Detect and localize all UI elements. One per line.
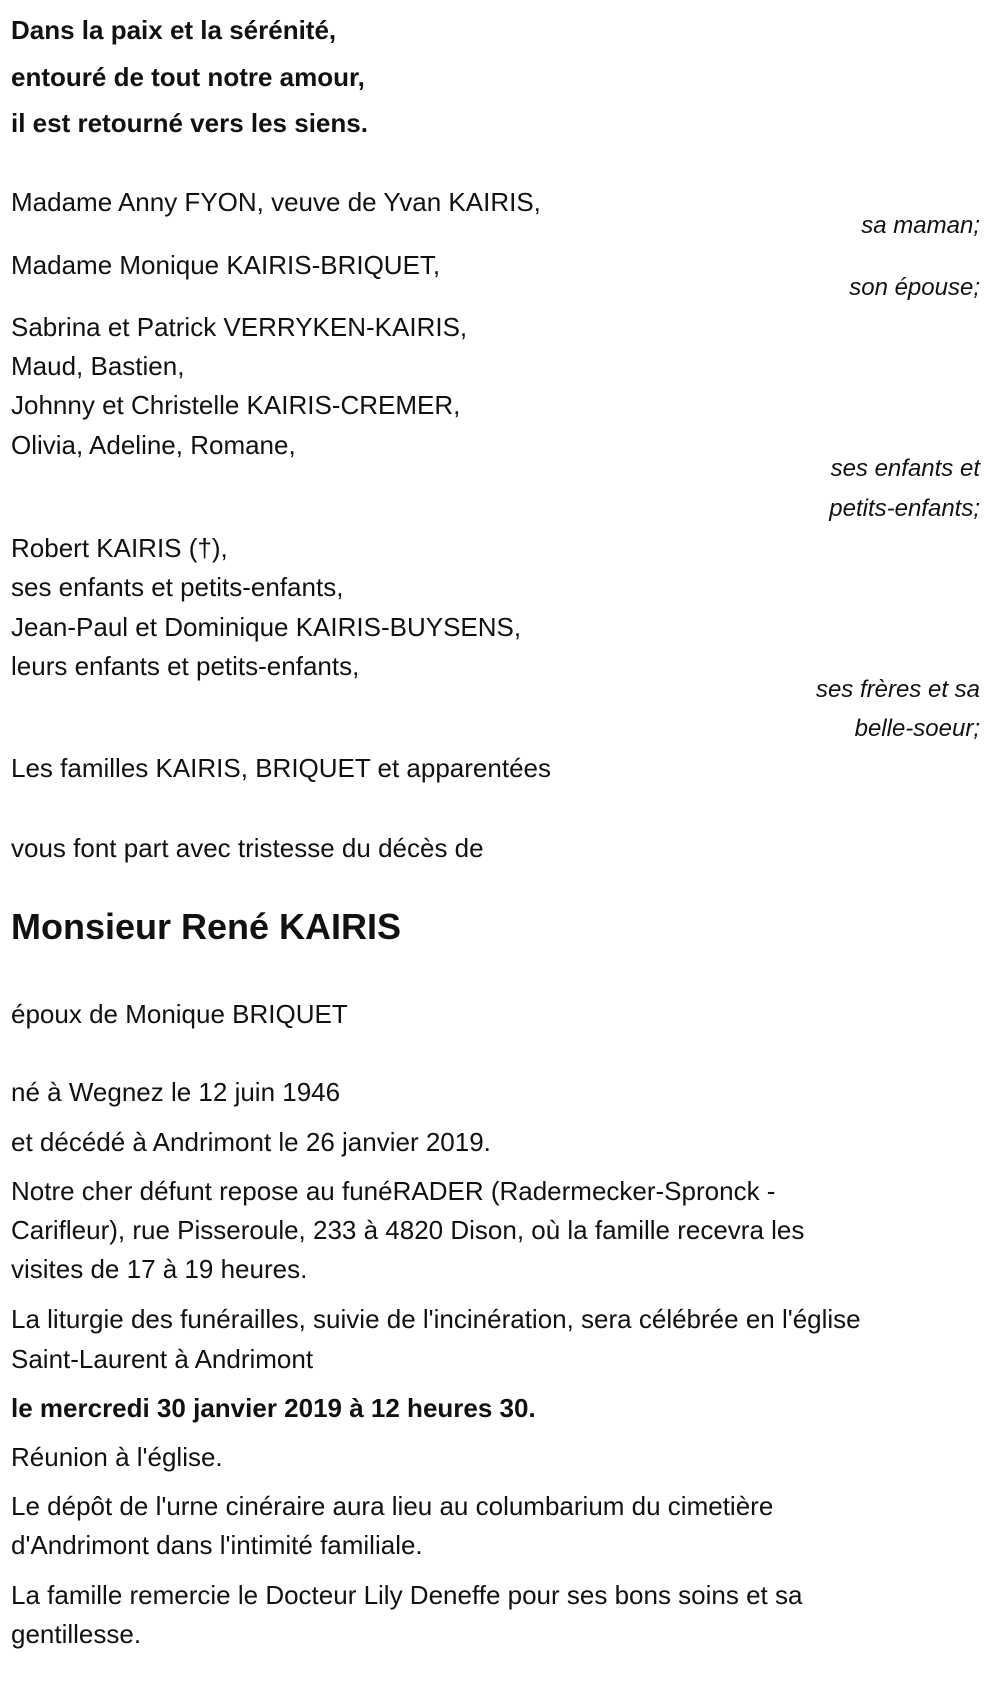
intro-line: il est retourné vers les siens.	[11, 108, 368, 138]
announce-line: vous font part avec tristesse du décès de	[11, 833, 484, 863]
closing-line: d'Andrimont dans l'intimité familiale.	[11, 1530, 423, 1560]
detail-line: Carifleur), rue Pisseroule, 233 à 4820 Dison, où la famille recevra les	[11, 1215, 805, 1245]
family-member: Robert KAIRIS (†),	[11, 533, 228, 563]
detail-line: et décédé à Andrimont le 26 janvier 2019.	[11, 1127, 491, 1157]
intro-line: entouré de tout notre amour,	[11, 62, 365, 92]
family-member: Sabrina et Patrick VERRYKEN-KAIRIS,	[11, 312, 468, 342]
closing-line: gentillesse.	[11, 1619, 142, 1649]
relation-label: ses frères et sa	[815, 676, 980, 703]
intro-line: Dans la paix et la sérénité,	[11, 15, 337, 45]
relation-label: petits-enfants;	[829, 495, 980, 522]
family-member: Madame Anny FYON, veuve de Yvan KAIRIS,	[11, 187, 541, 217]
family-member: Johnny et Christelle KAIRIS-CREMER,	[11, 390, 461, 420]
relation-label: sa maman;	[861, 212, 980, 239]
detail-line: Notre cher défunt repose au funéRADER (Radermecker-Spronck -	[11, 1176, 776, 1206]
family-member: Olivia, Adeline, Romane,	[11, 430, 296, 460]
detail-line: Saint-Laurent à Andrimont	[11, 1344, 314, 1374]
families-line: Les familles KAIRIS, BRIQUET et apparentées	[11, 753, 551, 783]
ceremony-line: le mercredi 30 janvier 2019 à 12 heures 30.	[11, 1393, 536, 1423]
detail-line: visites de 17 à 19 heures.	[11, 1254, 308, 1284]
detail-line: né à Wegnez le 12 juin 1946	[11, 1077, 341, 1107]
family-member: Maud, Bastien,	[11, 351, 185, 381]
relation-label: son épouse;	[849, 274, 980, 301]
closing-line: Réunion à l'église.	[11, 1442, 223, 1472]
closing-line: La famille remercie le Docteur Lily Deneffe pour ses bons soins et sa	[11, 1580, 803, 1610]
spouse-line: époux de Monique BRIQUET	[11, 999, 348, 1029]
closing-line: Le dépôt de l'urne cinéraire aura lieu au columbarium du cimetière	[11, 1491, 774, 1521]
detail-line: La liturgie des funérailles, suivie de l'incinération, sera célébrée en l'église	[11, 1304, 861, 1334]
family-member: ses enfants et petits-enfants,	[11, 572, 344, 602]
deceased-name: Monsieur René KAIRIS	[11, 906, 402, 947]
family-member: Madame Monique KAIRIS-BRIQUET,	[11, 250, 441, 280]
relation-label: ses enfants et	[830, 455, 980, 482]
relation-label: belle-soeur;	[854, 715, 980, 742]
family-member: Jean-Paul et Dominique KAIRIS-BUYSENS,	[11, 612, 522, 642]
family-member: leurs enfants et petits-enfants,	[11, 651, 360, 681]
